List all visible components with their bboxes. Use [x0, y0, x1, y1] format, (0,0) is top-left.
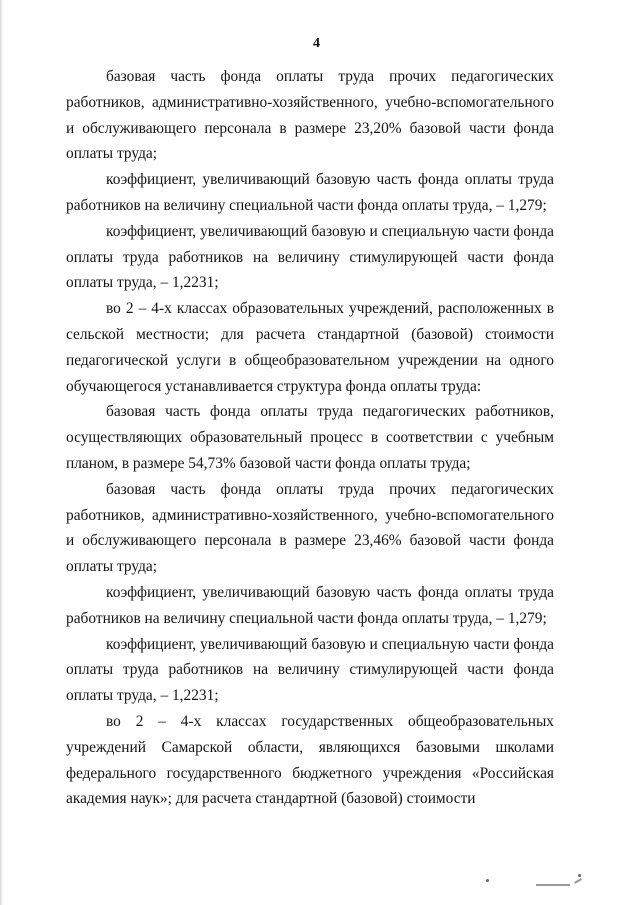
- page-number: 4: [313, 36, 320, 51]
- document-body: [66, 64, 554, 812]
- paragraph-5: базовая часть фонда оплаты труда педагогических работников, осуществляющих образовательный процесс в соответствии с учебным планом, в размере 54,73% базовой части фонда оплаты труда;: [66, 403, 554, 472]
- paragraph-9: во 2 – 4-х классах государственных общеобразовательных учреждений Самарской области, являющихся базовыми школами федерального государственного бюджетного учреждения «Российская академия наук»; для расчета стандартной (базовой) стоимости: [66, 712, 554, 808]
- scan-artifact: [578, 874, 581, 877]
- paragraph-8: коэффициент, увеличивающий базовую и специальную части фонда оплаты труда работников на величину стимулирующей части фонда оплаты труда, – 1,2231;: [66, 635, 554, 705]
- scan-artifact: [486, 879, 489, 882]
- paragraph-3: коэффициент, увеличивающий базовую и специальную части фонда оплаты труда работников на величину стимулирующей части фонда оплаты труда, – 1,2231;: [66, 222, 554, 292]
- scan-artifact: [536, 884, 570, 886]
- paragraph-2: коэффициент, увеличивающий базовую часть фонда оплаты труда работников на величину специальной части фонда оплаты труда, – 1,279;: [66, 171, 554, 214]
- scan-edge: [0, 0, 3, 905]
- scan-artifact: [574, 878, 582, 884]
- paragraph-7: коэффициент, увеличивающий базовую часть фонда оплаты труда работников на величину специальной части фонда оплаты труда, – 1,279;: [66, 583, 554, 627]
- paragraph-4: во 2 – 4-х классах образовательных учреждений, расположенных в сельской местности; для расчета стандартной (базовой) стоимости педагогической услуги в общеобразовательном учреждении на одного обучающегося устанавливается структура фонда оплаты труда:: [66, 300, 554, 395]
- paragraph-6: базовая часть фонда оплаты труда прочих педагогических работников, административно-хозяйственного, учебно-вспомогательного и обслуживающего персонала в размере 23,46% базовой части фонда оплаты труда;: [66, 480, 554, 576]
- paragraph-1: базовая часть фонда оплаты труда прочих педагогических работников, административно-хозяйственного, учебно-вспомогательного и обслуживающего персонала в размере 23,20% базовой части фонда оплаты труда;: [66, 68, 554, 163]
